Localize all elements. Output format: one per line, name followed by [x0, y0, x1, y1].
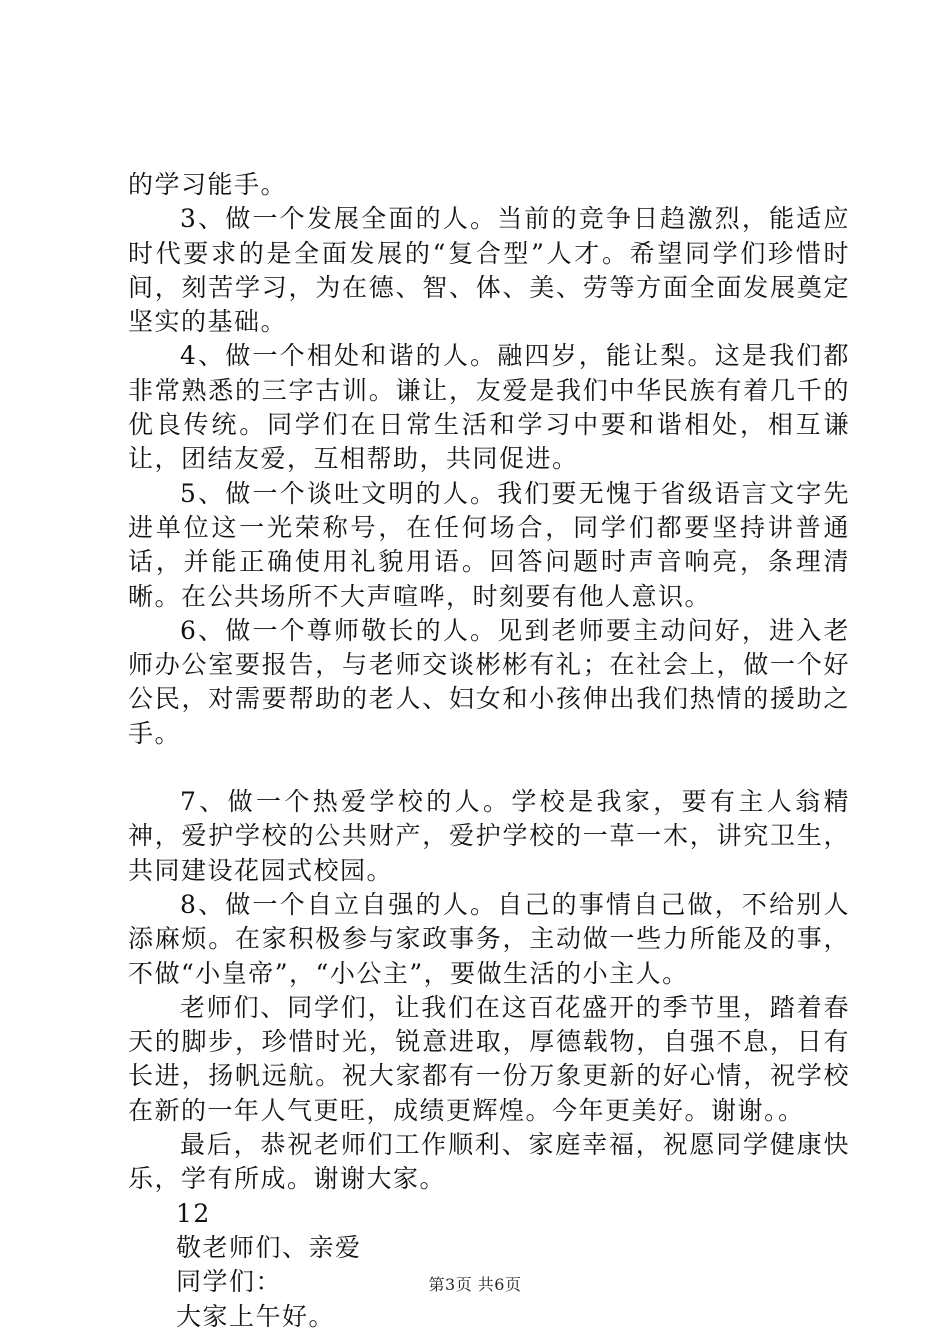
paragraph-closing: 老师们、同学们，让我们在这百花盛开的季节里，踏着春天的脚步，珍惜时光，锐意进取，厚德载物，自强不息，日有长进，扬帆远航。祝大家都有一份万象更新的好心情，祝学校在新的一年人气更旺，成绩更辉煌。今年更美好。谢谢。。 — [128, 992, 850, 1125]
salutation-line-1: 敬老师们、亲爱 — [176, 1232, 362, 1262]
paragraph-item-3: 3、做一个发展全面的人。当前的竞争日趋激烈，能适应时代要求的是全面发展的“复合型”人才。希望同学们珍惜时间，刻苦学习，为在德、智、体、美、劳等方面全面发展奠定坚实的基础。 — [128, 204, 850, 337]
page-footer: 第3页 共6页 — [428, 1275, 522, 1294]
paragraph-item-6: 6、做一个尊师敬长的人。见到老师要主动问好，进入老师办公室要报告，与老师交谈彬彬有礼；在社会上，做一个好公民，对需要帮助的老人、妇女和小孩伸出我们热情的援助之手。 — [128, 615, 850, 748]
document-body — [128, 168, 850, 1334]
section-number: 12 — [176, 1198, 211, 1228]
paragraph-item-4: 4、做一个相处和谐的人。融四岁，能让梨。这是我们都非常熟悉的三字古训。谦让，友爱是我们中华民族有着几千的优良传统。同学们在日常生活和学习中要和谐相处，相互谦让，团结友爱，互相帮助，共同促进。 — [128, 341, 850, 474]
paragraph-item-8: 8、做一个自立自强的人。自己的事情自己做，不给别人添麻烦。在家积极参与家政事务，主动做一些力所能及的事，不做“小皇帝”，“小公主”，要做生活的小主人。 — [128, 889, 850, 988]
paragraph-item-7: 7、做一个热爱学校的人。学校是我家，要有主人翁精神，爱护学校的公共财产，爱护学校的一草一木，讲究卫生，共同建设花园式校园。 — [128, 787, 850, 885]
paragraph-final-wishes: 最后，恭祝老师们工作顺利、家庭幸福，祝愿同学健康快乐，学有所成。谢谢大家。 — [128, 1130, 850, 1194]
greeting-line: 大家上午好。 — [176, 1301, 336, 1331]
paragraph-continuation: 的学习能手。 — [128, 170, 288, 199]
paragraph-item-5: 5、做一个谈吐文明的人。我们要无愧于省级语言文字先进单位这一光荣称号，在任何场合，同学们都要坚持讲普通话，并能正确使用礼貌用语。回答问题时声音响亮，条理清晰。在公共场所不大声喧哗，时刻要有他人意识。 — [128, 478, 850, 611]
salutation-line-2: 同学们： — [176, 1267, 283, 1297]
